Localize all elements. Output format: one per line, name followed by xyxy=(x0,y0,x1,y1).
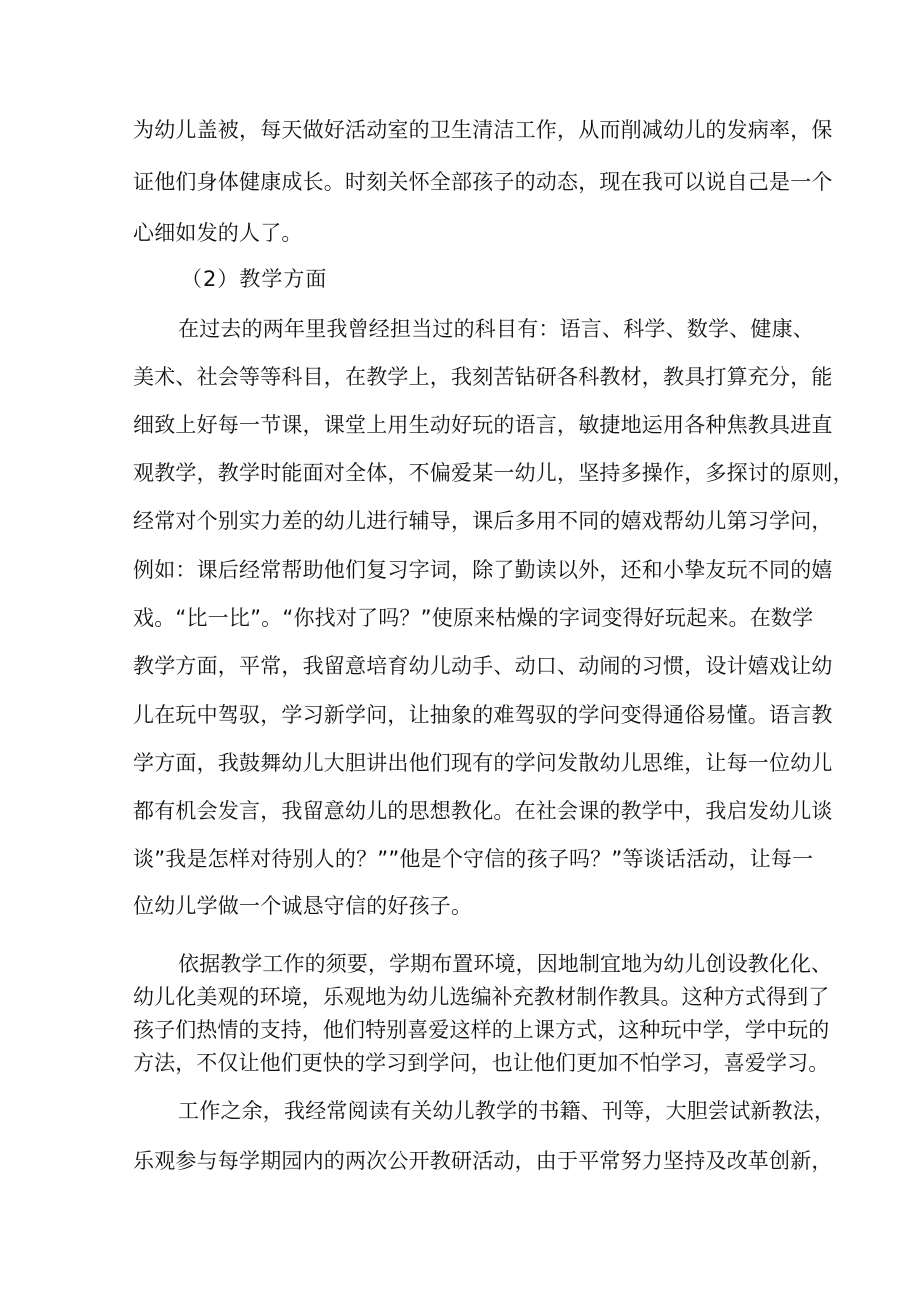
paragraph-line: 例如：课后经常帮助他们复习字词，除了勤读以外，还和小挚友玩不同的嬉 xyxy=(133,558,833,582)
paragraph-line: 观教学，教学时能面对全体，不偏爱某一幼儿，坚持多操作，多探讨的原则， xyxy=(133,461,854,485)
paragraph-line: 幼儿化美观的环境，乐观地为幼儿选编补充教材制作教具。这种方式得到了 xyxy=(133,985,830,1009)
paragraph-line: 证他们身体健康成长。时刻关怀全部孩子的动态，现在我可以说自己是一个 xyxy=(133,170,833,194)
paragraph-line: 方法，不仅让他们更快的学习到学问，也让他们更加不怕学习，喜爱学习。 xyxy=(133,1051,830,1075)
paragraph-line: 乐观参与每学期园内的两次公开教研活动，由于平常努力坚持及改革创新， xyxy=(133,1149,833,1173)
paragraph-line: 学方面，我鼓舞幼儿大胆讲出他们现有的学问发散幼儿思维，让每一位幼儿 xyxy=(133,751,833,775)
paragraph-line: 都有机会发言，我留意幼儿的思想教化。在社会课的教学中，我启发幼儿谈 xyxy=(133,799,833,823)
paragraph-line: 心细如发的人了。 xyxy=(133,221,303,245)
paragraph-line: 美术、社会等等科目，在教学上，我刻苦钻研各科教材，教具打算充分，能 xyxy=(133,365,833,389)
paragraph-line: 在过去的两年里我曾经担当过的科目有：语言、科学、数学、健康、 xyxy=(178,317,814,341)
paragraph-line: 谈”我是怎样对待别人的？””他是个守信的孩子吗？”等谈话活动，让每一 xyxy=(133,847,814,871)
paragraph-line: 孩子们热情的支持，他们特别喜爱这样的上课方式，这种玩中学，学中玩的 xyxy=(133,1018,830,1042)
paragraph-line: 细致上好每一节课，课堂上用生动好玩的语言，敏捷地运用各种焦教具进直 xyxy=(133,413,833,437)
paragraph-line: 工作之余，我经常阅读有关幼儿教学的书籍、刊等，大胆尝试新教法， xyxy=(178,1099,836,1123)
paragraph-line: 经常对个别实力差的幼儿进行辅导，课后多用不同的嬉戏帮幼儿第习学问， xyxy=(133,509,833,533)
paragraph-line: 为幼儿盖被，每天做好活动室的卫生清洁工作，从而削减幼儿的发病率，保 xyxy=(133,118,833,142)
section-heading: （2）教学方面 xyxy=(181,267,328,291)
paragraph-line: 位幼儿学做一个诚恳守信的好孩子。 xyxy=(133,894,473,918)
paragraph-line: 依据教学工作的须要，学期布置环境，因地制宜地为幼儿创设教化化、 xyxy=(178,952,833,976)
paragraph-line: 儿在玩中驾驭，学习新学问，让抽象的难驾驭的学问变得通俗易懂。语言教 xyxy=(133,703,833,727)
paragraph-line: 戏。“比一比”。“你找对了吗？”使原来枯燥的字词变得好玩起来。在数学 xyxy=(133,606,814,630)
paragraph-line: 教学方面，平常，我留意培育幼儿动手、动口、动闹的习惯，设计嬉戏让幼 xyxy=(133,654,833,678)
